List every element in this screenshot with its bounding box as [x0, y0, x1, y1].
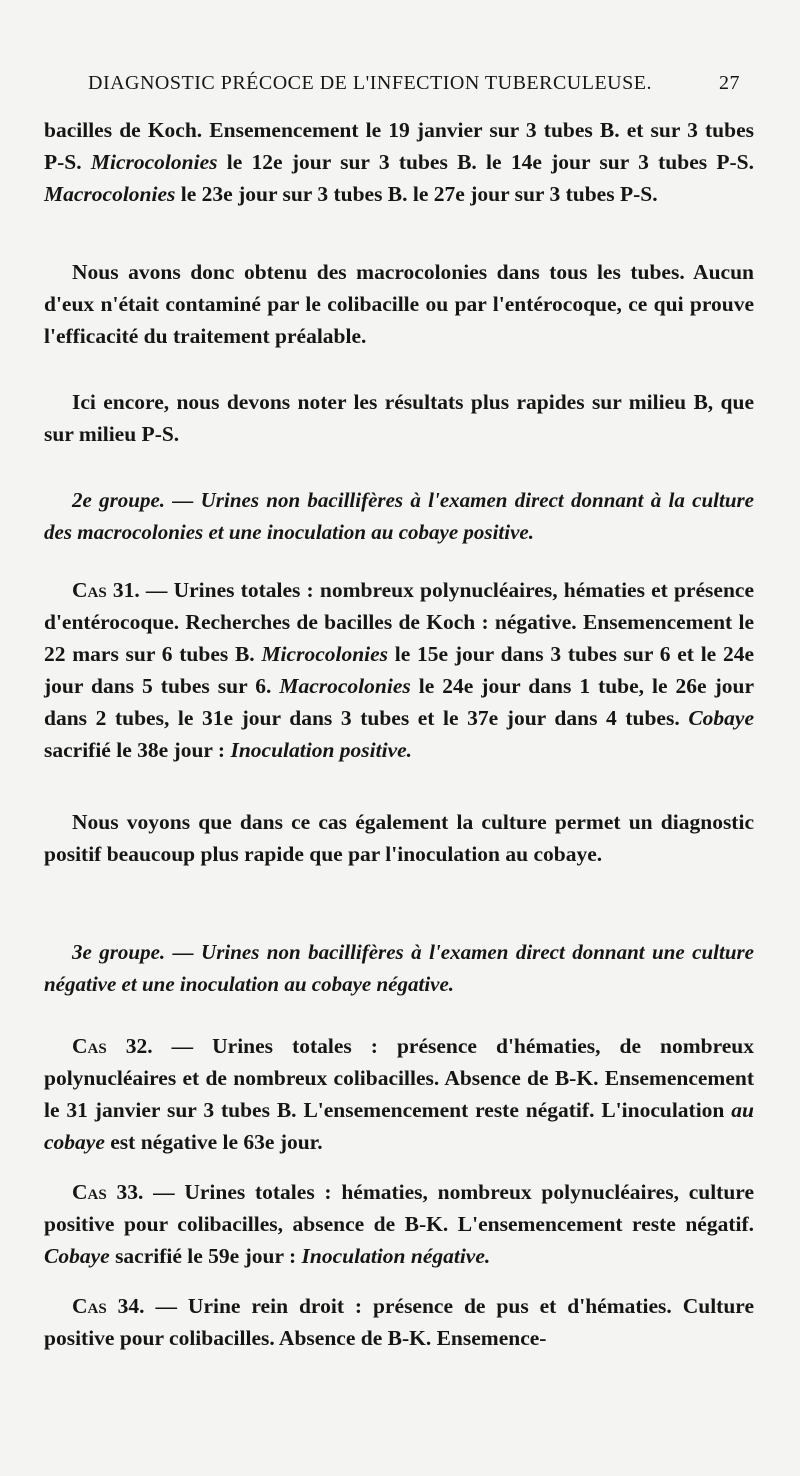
case-label: Cas 33. [72, 1180, 144, 1204]
paragraph-cas33 [44, 1176, 754, 1272]
paragraph-nous-voyons: Nous voyons que dans ce cas également la culture permet un diagnostic positif beaucoup plus rapide que par l'inoculation au cobaye. [44, 810, 754, 866]
text-run: — Urine rein droit : présence de pus et d'hématies. Culture positive pour colibacilles. Absence de B-K. Ensemence- [44, 1294, 754, 1350]
text-run: le 24e jour dans 1 tube, le 26e jour dans 2 tubes, le 31e jour dans 3 tubes et le 37e jour dans 4 tubes. [44, 674, 755, 730]
text-run: sacrifié le 38e jour : [44, 738, 231, 762]
text-run: — Urines totales : hématies, nombreux polynucléaires, culture positive pour colibacilles, absence de B-K. L'ensemencement reste négatif. [44, 1180, 754, 1236]
text-run: — Urines totales : nombreux polynucléaires, hématies et présence d'entérocoque. Recherches de bacilles de Koch : négative. Ensemencement le 22 mars sur 6 tubes B. [44, 578, 754, 666]
italic-run: Microcolonies [261, 642, 389, 666]
text-run: sacrifié le 59e jour : [109, 1244, 302, 1268]
group-title: Urines non bacillifères à l'examen direct donnant une culture négative et une inoculation au cobaye négative. [44, 940, 754, 996]
group-number: 3e groupe. — [72, 940, 202, 964]
italic-run: Macrocolonies [44, 182, 176, 206]
italic-run: Microcolonies [90, 150, 218, 174]
italic-run: Inoculation négative. [301, 1244, 491, 1268]
running-header [88, 72, 740, 95]
italic-run: Macrocolonies [279, 674, 411, 698]
paragraph-cas30-continuation [44, 114, 754, 210]
paragraph-cas31 [44, 574, 754, 766]
text-run: — Urines totales : présence d'hématies, de nombreux polynucléaires et de nombreux colibacilles. Absence de B-K. Ensemencement le 31 janvier sur 3 tubes B. L'ensemencement reste négatif. L'inoculation [44, 1034, 755, 1122]
text-run: est négative le 63e jour. [104, 1130, 323, 1154]
paragraph-cas34 [44, 1290, 754, 1354]
group-title: Urines non bacillifères à l'examen direct donnant à la culture des macrocolonies et une inoculation au cobaye positive. [44, 488, 754, 544]
case-label: Cas 34. [72, 1294, 145, 1318]
running-title: DIAGNOSTIC PRÉCOCE DE L'INFECTION TUBERCULEUSE. [88, 72, 652, 94]
italic-run: Cobaye [688, 706, 754, 730]
group2-heading [44, 484, 754, 548]
case-label: Cas 32. [72, 1034, 153, 1058]
italic-run: Cobaye [44, 1244, 110, 1268]
paragraph-ici-encore: Ici encore, nous devons noter les résultats plus rapides sur milieu B, que sur milieu P-S. [44, 390, 754, 446]
case-label: Cas 31. [72, 578, 140, 602]
text-run: le 15e jour dans 3 tubes sur 6 et le 24e jour dans 5 tubes sur 6. [44, 642, 755, 698]
text-run: le 23e jour sur 3 tubes B. le 27e jour sur 3 tubes P-S. [175, 182, 658, 206]
text-run: le 12e jour sur 3 tubes B. le 14e jour sur 3 tubes P-S. [217, 150, 754, 174]
italic-run: au cobaye [44, 1098, 754, 1154]
paragraph-macrocolonies: Nous avons donc obtenu des macrocolonies dans tous les tubes. Aucun d'eux n'était contaminé par le colibacille ou par l'entérocoque, ce qui prouve l'efficacité du traitement préalable. [44, 260, 754, 348]
text-run: bacilles de Koch. Ensemencement le 19 janvier sur 3 tubes B. et sur 3 tubes P-S. [44, 118, 754, 174]
paragraph-cas32 [44, 1030, 754, 1158]
group3-heading [44, 936, 754, 1000]
page-number: 27 [719, 72, 740, 94]
group-number: 2e groupe. — [72, 488, 201, 512]
italic-run: Inoculation positive. [230, 738, 413, 762]
